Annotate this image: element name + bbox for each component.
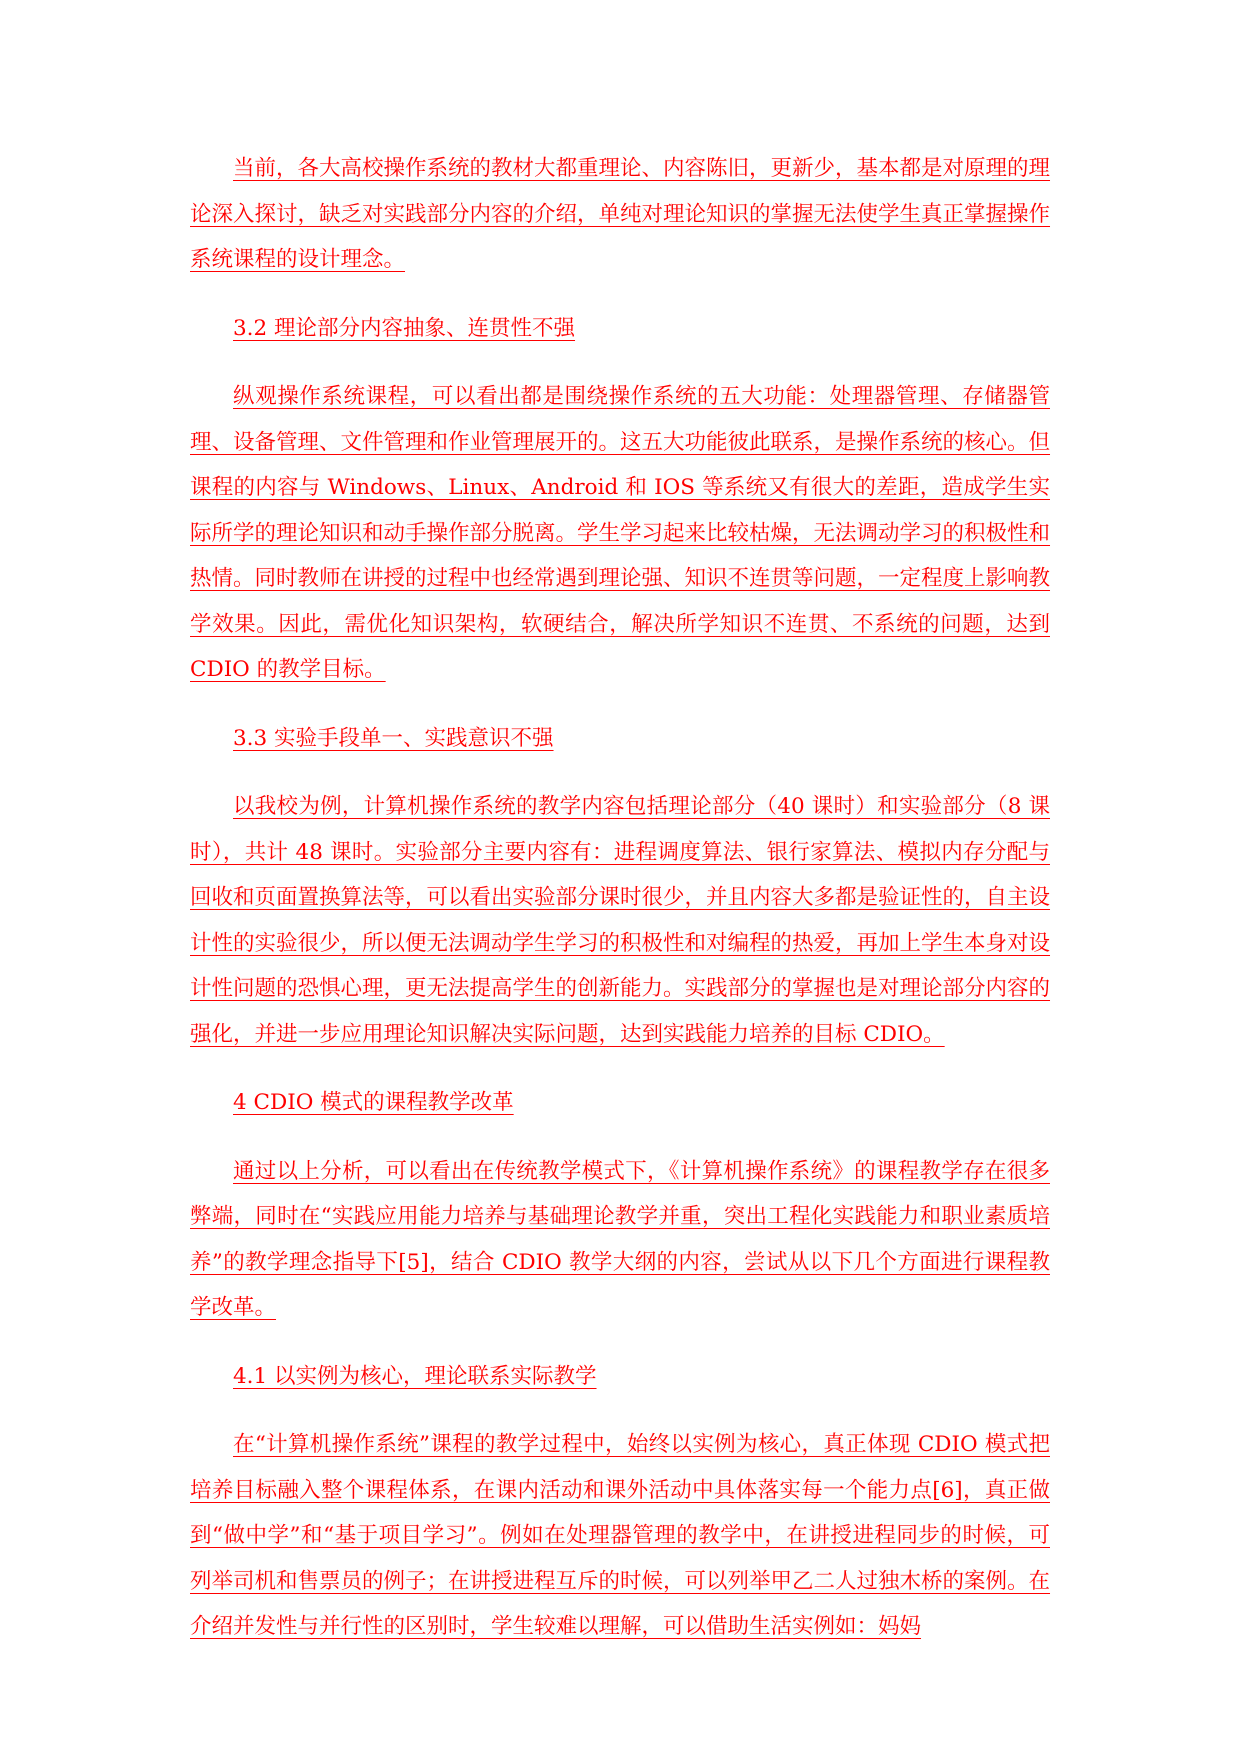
section-heading-4-1 <box>190 1354 1050 1400</box>
section-heading-4-1-text: 4.1 以实例为核心，理论联系实际教学 <box>233 1363 597 1389</box>
paragraph-intro <box>190 146 1050 283</box>
section-heading-3-3 <box>190 716 1050 762</box>
section-heading-3-2-text: 3.2 理论部分内容抽象、连贯性不强 <box>233 315 576 341</box>
paragraph-4-1 <box>190 1422 1050 1650</box>
paragraph-4-1-text: 在“计算机操作系统”课程的教学过程中，始终以实例为核心，真正体现 CDIO 模式把培养目标融入整个课程体系，在课内活动和课外活动中具体落实每一个能力点[6]，真正做到“做中学”和“基于项目学习”。例如在处理器管理的教学中，在讲授进程同步的时候，可列举司机和售票员的例子；在讲授进程互斥的时候，可以列举甲乙二人过独木桥的案例。在介绍并发性与并行性的区别时，学生较难以理解，可以借助生活实例如：妈妈 <box>190 1432 1051 1639</box>
paragraph-3-2-text: 纵观操作系统课程，可以看出都是围绕操作系统的五大功能：处理器管理、存储器管理、设备管理、文件管理和作业管理展开的。这五大功能彼此联系，是操作系统的核心。但课程的内容与 Windows、Linux、Android 和 IOS 等系统又有很大的差距，造成学生实际所学的理论知识和动手操作部分脱离。学生学习起来比较枯燥，无法调动学习的积极性和热情。同时教师在讲授的过程中也经常遇到理论强、知识不连贯等问题，一定程度上影响教学效果。因此，需优化知识架构，软硬结合，解决所学知识不连贯、不系统的问题，达到 CDIO 的教学目标。 <box>190 384 1051 682</box>
section-heading-4 <box>190 1080 1050 1126</box>
section-heading-3-2 <box>190 306 1050 352</box>
document-page <box>190 146 1050 1673</box>
section-heading-4-text: 4 CDIO 模式的课程教学改革 <box>233 1090 514 1115</box>
section-heading-3-3-text: 3.3 实验手段单一、实践意识不强 <box>233 725 554 751</box>
paragraph-3-3-text: 以我校为例，计算机操作系统的教学内容包括理论部分（40 课时）和实验部分（8 课时），共计 48 课时。实验部分主要内容有：进程调度算法、银行家算法、模拟内存分配与回收和页面置换算法等，可以看出实验部分课时很少，并且内容大多都是验证性的，自主设计性的实验很少，所以便无法调动学生学习的积极性和对编程的热爱，再加上学生本身对设计性问题的恐惧心理，更无法提高学生的创新能力。实践部分的掌握也是对理论部分内容的强化，并进一步应用理论知识解决实际问题，达到实践能力培养的目标 CDIO。 <box>190 794 1051 1047</box>
paragraph-4 <box>190 1149 1050 1331</box>
paragraph-intro-text: 当前，各大高校操作系统的教材大都重理论、内容陈旧，更新少，基本都是对原理的理论深入探讨，缺乏对实践部分内容的介绍，单纯对理论知识的掌握无法使学生真正掌握操作系统课程的设计理念。 <box>190 156 1051 272</box>
paragraph-3-3 <box>190 784 1050 1057</box>
paragraph-3-2 <box>190 374 1050 693</box>
paragraph-4-text: 通过以上分析，可以看出在传统教学模式下，《计算机操作系统》的课程教学存在很多弊端，同时在“实践应用能力培养与基础理论教学并重，突出工程化实践能力和职业素质培养”的教学理念指导下[5]，结合 CDIO 教学大纲的内容，尝试从以下几个方面进行课程教学改革。 <box>190 1158 1050 1320</box>
